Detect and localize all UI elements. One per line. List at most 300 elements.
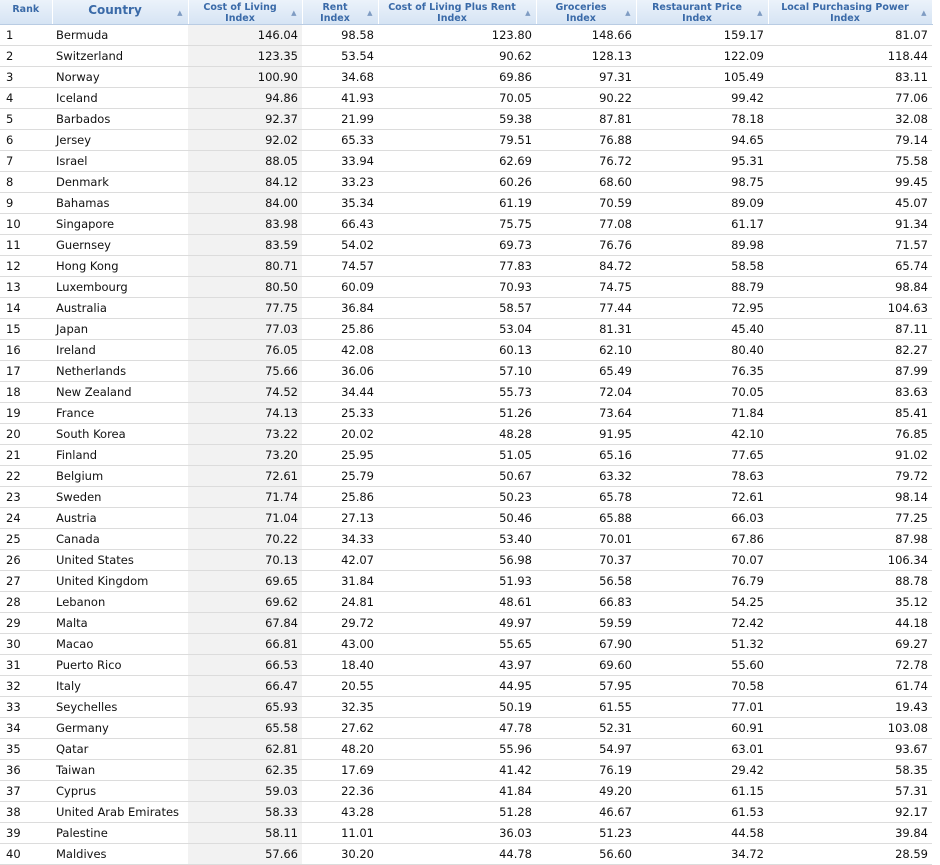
cell-restaurant: 77.65 bbox=[636, 445, 768, 466]
cell-rent: 34.68 bbox=[302, 67, 378, 88]
cell-country: Luxembourg bbox=[52, 277, 188, 298]
cell-groceries: 54.97 bbox=[536, 739, 636, 760]
column-header-rent[interactable] bbox=[302, 0, 378, 25]
cell-cost-of-living: 71.04 bbox=[188, 508, 302, 529]
cell-rent: 98.58 bbox=[302, 25, 378, 46]
cell-purchasing-power: 118.44 bbox=[768, 46, 932, 67]
cell-restaurant: 66.03 bbox=[636, 508, 768, 529]
cell-restaurant: 88.79 bbox=[636, 277, 768, 298]
cell-groceries: 65.78 bbox=[536, 487, 636, 508]
cell-groceries: 59.59 bbox=[536, 613, 636, 634]
cell-cost-of-living: 80.71 bbox=[188, 256, 302, 277]
cell-purchasing-power: 32.08 bbox=[768, 109, 932, 130]
cell-col-plus-rent: 48.28 bbox=[378, 424, 536, 445]
column-header-label: Country bbox=[88, 3, 142, 18]
cell-cost-of-living: 62.81 bbox=[188, 739, 302, 760]
cell-country: Japan bbox=[52, 319, 188, 340]
cell-groceries: 77.08 bbox=[536, 214, 636, 235]
cell-rank: 34 bbox=[0, 718, 52, 739]
cell-rent: 66.43 bbox=[302, 214, 378, 235]
cell-rent: 11.01 bbox=[302, 823, 378, 844]
cell-cost-of-living: 70.22 bbox=[188, 529, 302, 550]
table-row bbox=[0, 592, 932, 613]
cell-country: United Arab Emirates bbox=[52, 802, 188, 823]
cell-rank: 33 bbox=[0, 697, 52, 718]
cell-rent: 25.33 bbox=[302, 403, 378, 424]
cell-purchasing-power: 71.57 bbox=[768, 235, 932, 256]
cell-rank: 38 bbox=[0, 802, 52, 823]
cell-groceries: 70.01 bbox=[536, 529, 636, 550]
cell-rank: 14 bbox=[0, 298, 52, 319]
column-header-label: Cost of Living Index bbox=[203, 2, 277, 24]
cell-purchasing-power: 39.84 bbox=[768, 823, 932, 844]
cell-groceries: 81.31 bbox=[536, 319, 636, 340]
cell-rank: 36 bbox=[0, 760, 52, 781]
cell-purchasing-power: 87.11 bbox=[768, 319, 932, 340]
cell-col-plus-rent: 90.62 bbox=[378, 46, 536, 67]
cell-cost-of-living: 69.65 bbox=[188, 571, 302, 592]
cell-restaurant: 78.63 bbox=[636, 466, 768, 487]
cell-purchasing-power: 58.35 bbox=[768, 760, 932, 781]
cell-groceries: 52.31 bbox=[536, 718, 636, 739]
table-row bbox=[0, 634, 932, 655]
cell-cost-of-living: 88.05 bbox=[188, 151, 302, 172]
cell-col-plus-rent: 44.78 bbox=[378, 844, 536, 865]
cell-restaurant: 70.58 bbox=[636, 676, 768, 697]
cell-rank: 9 bbox=[0, 193, 52, 214]
cell-restaurant: 76.35 bbox=[636, 361, 768, 382]
cell-country: Guernsey bbox=[52, 235, 188, 256]
cell-restaurant: 29.42 bbox=[636, 760, 768, 781]
cell-groceries: 66.83 bbox=[536, 592, 636, 613]
cell-country: Palestine bbox=[52, 823, 188, 844]
cell-purchasing-power: 87.98 bbox=[768, 529, 932, 550]
cell-col-plus-rent: 36.03 bbox=[378, 823, 536, 844]
cell-col-plus-rent: 60.26 bbox=[378, 172, 536, 193]
cell-restaurant: 159.17 bbox=[636, 25, 768, 46]
cell-rent: 36.06 bbox=[302, 361, 378, 382]
cell-groceries: 70.37 bbox=[536, 550, 636, 571]
cell-col-plus-rent: 50.19 bbox=[378, 697, 536, 718]
cell-country: Hong Kong bbox=[52, 256, 188, 277]
cell-purchasing-power: 88.78 bbox=[768, 571, 932, 592]
table-row bbox=[0, 193, 932, 214]
cell-rank: 6 bbox=[0, 130, 52, 151]
cell-country: Malta bbox=[52, 613, 188, 634]
cell-rank: 17 bbox=[0, 361, 52, 382]
cell-col-plus-rent: 70.05 bbox=[378, 88, 536, 109]
cell-rank: 25 bbox=[0, 529, 52, 550]
cell-purchasing-power: 103.08 bbox=[768, 718, 932, 739]
cell-restaurant: 60.91 bbox=[636, 718, 768, 739]
cell-rent: 41.93 bbox=[302, 88, 378, 109]
cell-rent: 27.13 bbox=[302, 508, 378, 529]
cell-restaurant: 63.01 bbox=[636, 739, 768, 760]
cell-col-plus-rent: 50.46 bbox=[378, 508, 536, 529]
cell-cost-of-living: 74.52 bbox=[188, 382, 302, 403]
cell-country: Belgium bbox=[52, 466, 188, 487]
cell-col-plus-rent: 53.40 bbox=[378, 529, 536, 550]
cell-rank: 2 bbox=[0, 46, 52, 67]
table-row bbox=[0, 277, 932, 298]
cell-groceries: 56.58 bbox=[536, 571, 636, 592]
cell-cost-of-living: 94.86 bbox=[188, 88, 302, 109]
cell-groceries: 76.19 bbox=[536, 760, 636, 781]
cell-rent: 29.72 bbox=[302, 613, 378, 634]
cell-country: Cyprus bbox=[52, 781, 188, 802]
cell-cost-of-living: 73.22 bbox=[188, 424, 302, 445]
cell-purchasing-power: 98.84 bbox=[768, 277, 932, 298]
cell-col-plus-rent: 51.93 bbox=[378, 571, 536, 592]
cell-cost-of-living: 83.59 bbox=[188, 235, 302, 256]
cell-purchasing-power: 82.27 bbox=[768, 340, 932, 361]
table-row bbox=[0, 844, 932, 865]
table-row bbox=[0, 319, 932, 340]
cell-purchasing-power: 83.11 bbox=[768, 67, 932, 88]
cell-rent: 27.62 bbox=[302, 718, 378, 739]
cell-country: United Kingdom bbox=[52, 571, 188, 592]
cell-col-plus-rent: 55.65 bbox=[378, 634, 536, 655]
cell-groceries: 76.88 bbox=[536, 130, 636, 151]
cell-cost-of-living: 71.74 bbox=[188, 487, 302, 508]
cell-groceries: 87.81 bbox=[536, 109, 636, 130]
cell-country: United States bbox=[52, 550, 188, 571]
cell-col-plus-rent: 41.84 bbox=[378, 781, 536, 802]
cell-restaurant: 78.18 bbox=[636, 109, 768, 130]
cell-purchasing-power: 65.74 bbox=[768, 256, 932, 277]
table-row bbox=[0, 382, 932, 403]
cell-rent: 31.84 bbox=[302, 571, 378, 592]
cell-country: Bahamas bbox=[52, 193, 188, 214]
cell-rank: 15 bbox=[0, 319, 52, 340]
cell-purchasing-power: 19.43 bbox=[768, 697, 932, 718]
cell-groceries: 46.67 bbox=[536, 802, 636, 823]
cell-groceries: 91.95 bbox=[536, 424, 636, 445]
cell-col-plus-rent: 50.67 bbox=[378, 466, 536, 487]
cell-purchasing-power: 75.58 bbox=[768, 151, 932, 172]
cell-rent: 43.28 bbox=[302, 802, 378, 823]
cell-cost-of-living: 65.93 bbox=[188, 697, 302, 718]
column-header-country[interactable] bbox=[52, 0, 188, 25]
cell-purchasing-power: 87.99 bbox=[768, 361, 932, 382]
cell-rent: 25.95 bbox=[302, 445, 378, 466]
cell-rent: 22.36 bbox=[302, 781, 378, 802]
cell-cost-of-living: 75.66 bbox=[188, 361, 302, 382]
cell-rank: 20 bbox=[0, 424, 52, 445]
table-row bbox=[0, 781, 932, 802]
cell-rank: 22 bbox=[0, 466, 52, 487]
sort-arrow-icon: ▲ bbox=[625, 9, 631, 17]
cell-rank: 19 bbox=[0, 403, 52, 424]
cell-groceries: 128.13 bbox=[536, 46, 636, 67]
cell-restaurant: 72.61 bbox=[636, 487, 768, 508]
cell-purchasing-power: 85.41 bbox=[768, 403, 932, 424]
cell-restaurant: 72.95 bbox=[636, 298, 768, 319]
cell-col-plus-rent: 123.80 bbox=[378, 25, 536, 46]
cell-rank: 37 bbox=[0, 781, 52, 802]
cell-rank: 3 bbox=[0, 67, 52, 88]
cell-rent: 33.23 bbox=[302, 172, 378, 193]
column-header-groceries[interactable] bbox=[536, 0, 636, 25]
cell-rent: 54.02 bbox=[302, 235, 378, 256]
cell-rent: 33.94 bbox=[302, 151, 378, 172]
cell-rent: 34.33 bbox=[302, 529, 378, 550]
cell-col-plus-rent: 41.42 bbox=[378, 760, 536, 781]
cell-cost-of-living: 57.66 bbox=[188, 844, 302, 865]
cell-rank: 24 bbox=[0, 508, 52, 529]
cell-country: South Korea bbox=[52, 424, 188, 445]
cell-col-plus-rent: 59.38 bbox=[378, 109, 536, 130]
cell-groceries: 77.44 bbox=[536, 298, 636, 319]
cell-purchasing-power: 61.74 bbox=[768, 676, 932, 697]
cell-cost-of-living: 72.61 bbox=[188, 466, 302, 487]
cell-restaurant: 55.60 bbox=[636, 655, 768, 676]
cell-groceries: 69.60 bbox=[536, 655, 636, 676]
cell-cost-of-living: 70.13 bbox=[188, 550, 302, 571]
cell-rank: 13 bbox=[0, 277, 52, 298]
cell-purchasing-power: 77.06 bbox=[768, 88, 932, 109]
column-header-label: Cost of Living Plus Rent Index bbox=[388, 2, 516, 24]
cell-rank: 30 bbox=[0, 634, 52, 655]
cell-col-plus-rent: 61.19 bbox=[378, 193, 536, 214]
table-row bbox=[0, 823, 932, 844]
cell-country: Iceland bbox=[52, 88, 188, 109]
table-row bbox=[0, 802, 932, 823]
cell-country: Finland bbox=[52, 445, 188, 466]
cell-rent: 74.57 bbox=[302, 256, 378, 277]
cell-rent: 60.09 bbox=[302, 277, 378, 298]
cell-restaurant: 94.65 bbox=[636, 130, 768, 151]
table-row bbox=[0, 88, 932, 109]
cell-cost-of-living: 84.00 bbox=[188, 193, 302, 214]
cell-cost-of-living: 66.47 bbox=[188, 676, 302, 697]
column-header-restaurant[interactable] bbox=[636, 0, 768, 25]
column-header-label: Groceries Index bbox=[555, 2, 607, 24]
cell-rank: 7 bbox=[0, 151, 52, 172]
cell-purchasing-power: 35.12 bbox=[768, 592, 932, 613]
cell-country: Seychelles bbox=[52, 697, 188, 718]
cell-restaurant: 99.42 bbox=[636, 88, 768, 109]
cell-restaurant: 34.72 bbox=[636, 844, 768, 865]
table-row bbox=[0, 718, 932, 739]
cell-groceries: 148.66 bbox=[536, 25, 636, 46]
cell-rent: 20.55 bbox=[302, 676, 378, 697]
cell-rank: 40 bbox=[0, 844, 52, 865]
cell-rank: 39 bbox=[0, 823, 52, 844]
cell-col-plus-rent: 75.75 bbox=[378, 214, 536, 235]
cell-rank: 11 bbox=[0, 235, 52, 256]
cell-restaurant: 89.98 bbox=[636, 235, 768, 256]
cell-country: Jersey bbox=[52, 130, 188, 151]
table-row bbox=[0, 403, 932, 424]
table-row bbox=[0, 739, 932, 760]
cell-restaurant: 71.84 bbox=[636, 403, 768, 424]
cell-groceries: 73.64 bbox=[536, 403, 636, 424]
table-row bbox=[0, 655, 932, 676]
cell-country: Switzerland bbox=[52, 46, 188, 67]
column-header-rank[interactable] bbox=[0, 0, 52, 25]
cell-col-plus-rent: 55.96 bbox=[378, 739, 536, 760]
cell-groceries: 51.23 bbox=[536, 823, 636, 844]
cell-rank: 16 bbox=[0, 340, 52, 361]
cell-restaurant: 89.09 bbox=[636, 193, 768, 214]
cell-restaurant: 77.01 bbox=[636, 697, 768, 718]
cell-cost-of-living: 123.35 bbox=[188, 46, 302, 67]
cell-rank: 23 bbox=[0, 487, 52, 508]
cell-col-plus-rent: 50.23 bbox=[378, 487, 536, 508]
table-row bbox=[0, 340, 932, 361]
table-body bbox=[0, 25, 932, 865]
cell-country: Australia bbox=[52, 298, 188, 319]
cell-restaurant: 58.58 bbox=[636, 256, 768, 277]
cell-purchasing-power: 45.07 bbox=[768, 193, 932, 214]
cell-country: New Zealand bbox=[52, 382, 188, 403]
column-header-label: Rank bbox=[12, 4, 40, 16]
cell-groceries: 65.49 bbox=[536, 361, 636, 382]
cell-rent: 48.20 bbox=[302, 739, 378, 760]
cell-groceries: 57.95 bbox=[536, 676, 636, 697]
cell-cost-of-living: 66.81 bbox=[188, 634, 302, 655]
cell-cost-of-living: 76.05 bbox=[188, 340, 302, 361]
cell-restaurant: 54.25 bbox=[636, 592, 768, 613]
cell-country: Singapore bbox=[52, 214, 188, 235]
cell-rank: 12 bbox=[0, 256, 52, 277]
cell-purchasing-power: 79.72 bbox=[768, 466, 932, 487]
cell-restaurant: 61.53 bbox=[636, 802, 768, 823]
cell-rent: 17.69 bbox=[302, 760, 378, 781]
cell-country: Barbados bbox=[52, 109, 188, 130]
cell-country: Sweden bbox=[52, 487, 188, 508]
cell-country: Maldives bbox=[52, 844, 188, 865]
cell-country: France bbox=[52, 403, 188, 424]
cell-restaurant: 122.09 bbox=[636, 46, 768, 67]
cell-cost-of-living: 62.35 bbox=[188, 760, 302, 781]
cell-cost-of-living: 58.33 bbox=[188, 802, 302, 823]
column-header-cost-of-living[interactable] bbox=[188, 0, 302, 25]
cell-rent: 35.34 bbox=[302, 193, 378, 214]
cell-groceries: 74.75 bbox=[536, 277, 636, 298]
cell-rank: 35 bbox=[0, 739, 52, 760]
cell-rent: 43.00 bbox=[302, 634, 378, 655]
cell-col-plus-rent: 44.95 bbox=[378, 676, 536, 697]
cell-country: Denmark bbox=[52, 172, 188, 193]
cell-restaurant: 42.10 bbox=[636, 424, 768, 445]
cell-col-plus-rent: 77.83 bbox=[378, 256, 536, 277]
cell-col-plus-rent: 60.13 bbox=[378, 340, 536, 361]
column-header-label: Rent Index bbox=[320, 2, 350, 24]
cell-purchasing-power: 93.67 bbox=[768, 739, 932, 760]
cell-col-plus-rent: 55.73 bbox=[378, 382, 536, 403]
cell-cost-of-living: 66.53 bbox=[188, 655, 302, 676]
table-row bbox=[0, 508, 932, 529]
cell-country: Italy bbox=[52, 676, 188, 697]
cell-col-plus-rent: 62.69 bbox=[378, 151, 536, 172]
cell-restaurant: 67.86 bbox=[636, 529, 768, 550]
table-row bbox=[0, 67, 932, 88]
table-row bbox=[0, 550, 932, 571]
column-header-purchasing-power[interactable] bbox=[768, 0, 932, 25]
cell-country: Germany bbox=[52, 718, 188, 739]
cell-purchasing-power: 77.25 bbox=[768, 508, 932, 529]
cell-rank: 28 bbox=[0, 592, 52, 613]
cell-cost-of-living: 73.20 bbox=[188, 445, 302, 466]
cell-restaurant: 95.31 bbox=[636, 151, 768, 172]
cell-rent: 53.54 bbox=[302, 46, 378, 67]
table-row bbox=[0, 361, 932, 382]
cell-col-plus-rent: 43.97 bbox=[378, 655, 536, 676]
cell-col-plus-rent: 57.10 bbox=[378, 361, 536, 382]
cell-groceries: 67.90 bbox=[536, 634, 636, 655]
cell-col-plus-rent: 48.61 bbox=[378, 592, 536, 613]
cell-restaurant: 44.58 bbox=[636, 823, 768, 844]
cell-restaurant: 70.05 bbox=[636, 382, 768, 403]
cell-country: Qatar bbox=[52, 739, 188, 760]
sort-arrow-icon: ▲ bbox=[525, 9, 531, 17]
table-row bbox=[0, 172, 932, 193]
cell-purchasing-power: 44.18 bbox=[768, 613, 932, 634]
cell-groceries: 68.60 bbox=[536, 172, 636, 193]
cell-restaurant: 105.49 bbox=[636, 67, 768, 88]
table-row bbox=[0, 130, 932, 151]
cell-col-plus-rent: 51.28 bbox=[378, 802, 536, 823]
cell-country: Norway bbox=[52, 67, 188, 88]
cell-col-plus-rent: 79.51 bbox=[378, 130, 536, 151]
cell-cost-of-living: 77.75 bbox=[188, 298, 302, 319]
table-row bbox=[0, 298, 932, 319]
cell-col-plus-rent: 51.26 bbox=[378, 403, 536, 424]
table-row bbox=[0, 25, 932, 46]
cell-col-plus-rent: 69.73 bbox=[378, 235, 536, 256]
cell-groceries: 84.72 bbox=[536, 256, 636, 277]
cell-purchasing-power: 83.63 bbox=[768, 382, 932, 403]
cell-cost-of-living: 146.04 bbox=[188, 25, 302, 46]
cell-rank: 21 bbox=[0, 445, 52, 466]
table-row bbox=[0, 466, 932, 487]
sort-arrow-icon: ▲ bbox=[921, 9, 927, 17]
table-row bbox=[0, 613, 932, 634]
table-row bbox=[0, 235, 932, 256]
cell-country: Puerto Rico bbox=[52, 655, 188, 676]
cell-country: Taiwan bbox=[52, 760, 188, 781]
cell-purchasing-power: 99.45 bbox=[768, 172, 932, 193]
cell-groceries: 49.20 bbox=[536, 781, 636, 802]
cell-rent: 24.81 bbox=[302, 592, 378, 613]
cell-rank: 8 bbox=[0, 172, 52, 193]
cell-country: Bermuda bbox=[52, 25, 188, 46]
cell-groceries: 97.31 bbox=[536, 67, 636, 88]
cell-groceries: 65.88 bbox=[536, 508, 636, 529]
cell-cost-of-living: 84.12 bbox=[188, 172, 302, 193]
sort-arrow-icon: ▲ bbox=[367, 9, 373, 17]
sort-arrow-icon: ▲ bbox=[291, 9, 297, 17]
sort-arrow-icon: ▲ bbox=[757, 9, 763, 17]
cell-cost-of-living: 67.84 bbox=[188, 613, 302, 634]
cell-cost-of-living: 100.90 bbox=[188, 67, 302, 88]
cell-groceries: 63.32 bbox=[536, 466, 636, 487]
cell-groceries: 62.10 bbox=[536, 340, 636, 361]
cell-country: Austria bbox=[52, 508, 188, 529]
cell-restaurant: 70.07 bbox=[636, 550, 768, 571]
cell-purchasing-power: 91.02 bbox=[768, 445, 932, 466]
table-row bbox=[0, 214, 932, 235]
column-header-col-plus-rent[interactable] bbox=[378, 0, 536, 25]
cell-rent: 65.33 bbox=[302, 130, 378, 151]
cell-rank: 26 bbox=[0, 550, 52, 571]
cell-rent: 21.99 bbox=[302, 109, 378, 130]
cell-rank: 29 bbox=[0, 613, 52, 634]
table-row bbox=[0, 760, 932, 781]
table-row bbox=[0, 697, 932, 718]
